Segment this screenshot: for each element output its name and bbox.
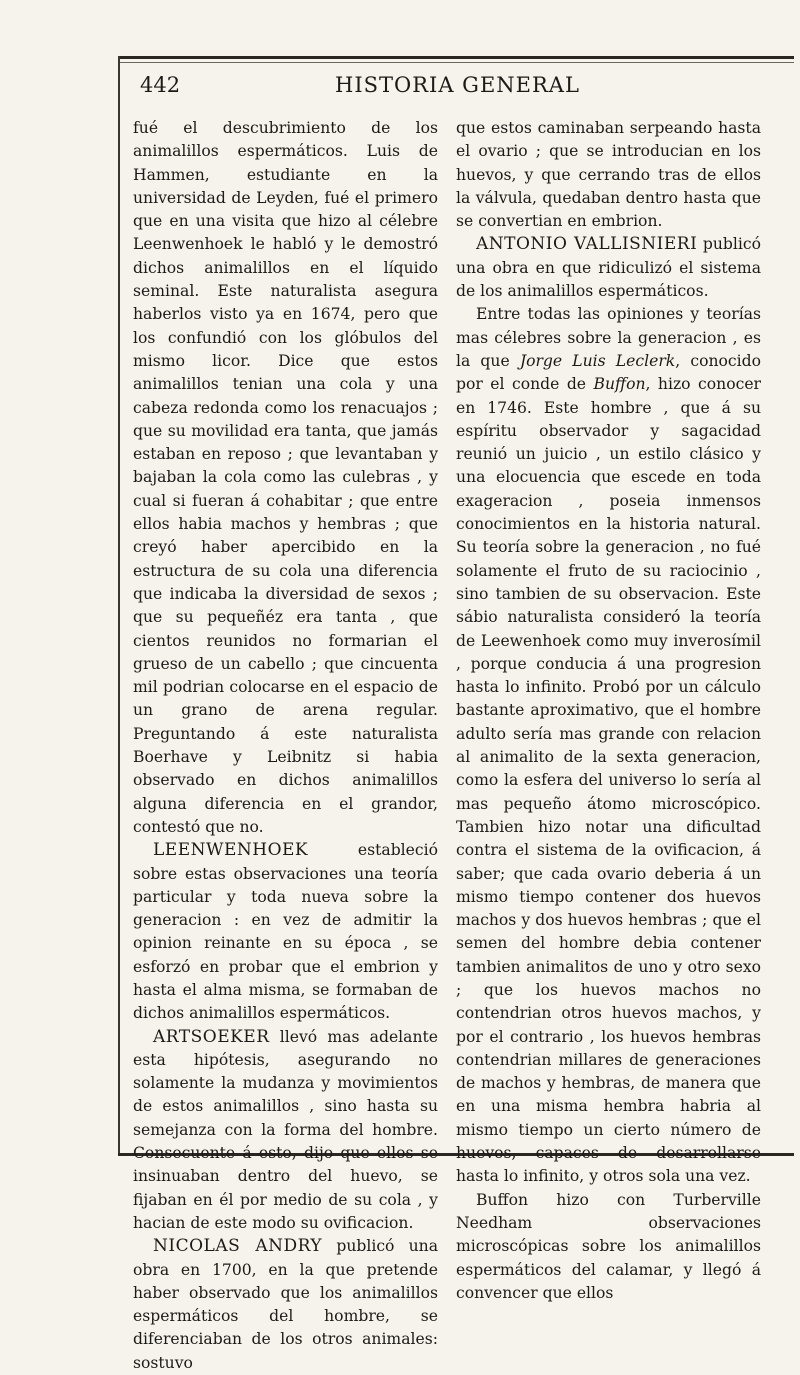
name-caps: ARTSOEKER	[153, 1026, 270, 1047]
right-column	[456, 117, 761, 1305]
paragraph: Entre todas las opiniones y teorías mas célebres sobre la generacion , es la que Jorge Luis Leclerk, conocido por el conde de Buffon, hizo conocer en 1746. Este hombre , que á su espíritu observador y sagacidad reunió un juicio , un estilo clásico y una elocuencia que escede en toda exageracion , poseia inmensos conocimientos en la historia natural. Su teoría sobre la generacion , no fué solamente el fruto de su raciocinio , sino tambien de su observacion. Este sábio naturalista consideró la teoría de Leewenhoek como muy inverosímil , porque conducia á una progresion hasta lo infinito. Probó por un cálculo bastante aproximativo, que el hombre adulto sería mas grande con relacion al animalito de la sexta generacion, como la esfera del universo lo sería al mas pequeño átomo microscópico. Tambien hizo notar una dificultad contra el sistema de la ovificacion, á saber; que cada ovario deberia á un mismo tiempo contener dos huevos machos y dos huevos hembras ; que el semen del hombre debia contener tambien animalitos de uno y otro sexo ; que los huevos machos no contendrian otros huevos machos, y por el contrario , los huevos hembras contendrian millares de generaciones de machos y hembras, de manera que en una misma hembra habria al mismo tiempo un cierto número de huevos, capaces de desarrollarse hasta lo infinito, y otros sola una vez.	[456, 305, 761, 1186]
top-border-rule	[118, 56, 794, 59]
italic-name: Jorge Luis Leclerk	[519, 351, 676, 370]
paragraph: LEENWENHOEK estableció sobre estas observaciones una teoría particular y toda nueva sobre la generacion : en vez de admitir la opinion reinante en su época , se esforzó en probar que el embrion y hasta el alma misma, se formaban de dichos animalillos espermáticos.	[133, 840, 438, 1023]
italic-name: Buffon	[593, 375, 646, 394]
paragraph: ANTONIO VALLISNIERI publicó una obra en que ridiculizó el sistema de los animalillos espermáticos.	[456, 234, 761, 301]
left-column	[133, 117, 438, 1375]
running-title: HISTORIA GENERAL	[335, 73, 580, 97]
page-number: 442	[140, 73, 181, 97]
paragraph: Buffon hizo con Turberville Needham observaciones microscópicas sobre los animalillos espermáticos del calamar, y llegó á convencer que ellos	[456, 1190, 761, 1302]
paragraph: que estos caminaban serpeando hasta el ovario ; que se introducian en los huevos, y que cerrando tras de ellos la válvula, quedaban dentro hasta que se convertian en embrion.	[456, 119, 761, 231]
paragraph: fué el descubrimiento de los animalillos espermáticos. Luis de Hammen, estudiante en la universidad de Leyden, fué el primero que en una visita que hizo al célebre Leenwenhoek le habló y le demostró dichos animalillos en el líquido seminal. Este naturalista asegura haberlos visto ya en 1674, pero que los confundió con los glóbulos del mismo licor. Dice que estos animalillos tenian una cola y una cabeza redonda como los renacuajos ; que su movilidad era tanta, que jamás estaban en reposo ; que levantaban y bajaban la cola como las culebras , y cual si fueran á cohabitar ; que entre ellos habia machos y hembras ; que creyó haber apercibido en la estructura de su cola una diferencia que indicaba la diversidad de sexos ; que su pequeñéz era tanta , que cientos reunidos no formarian el grueso de un cabello ; que cincuenta mil podrian colocarse en el espacio de un grano de arena regular. Preguntando á este naturalista Boerhave y Leibnitz si habia observado en dichos animalillos alguna diferencia en el grandor, contestó que no.	[133, 119, 438, 836]
paragraph: ARTSOEKER llevó mas adelante esta hipótesis, asegurando no solamente la mudanza y movimientos de estos animalillos , sino hasta su semejanza con la forma del hombre. Consecuente á esto, dijo que ellos se insinuaban dentro del huevo, se fijaban en él por medio de su cola , y hacian de este modo su ovificacion.	[133, 1026, 438, 1232]
name-caps: NICOLAS ANDRY	[153, 1236, 323, 1257]
paragraph: NICOLAS ANDRY publicó una obra en 1700, en la que pretende haber observado que los animalillos espermáticos del hombre, se diferenciaban de los otros animales: sostuvo	[133, 1236, 438, 1372]
left-border-rule	[118, 56, 120, 1156]
page-header	[130, 73, 780, 103]
name-caps: ANTONIO VALLISNIERI	[476, 234, 698, 255]
name-caps: LEENWENHOEK	[153, 840, 309, 861]
top-border-thin-rule	[118, 62, 794, 63]
